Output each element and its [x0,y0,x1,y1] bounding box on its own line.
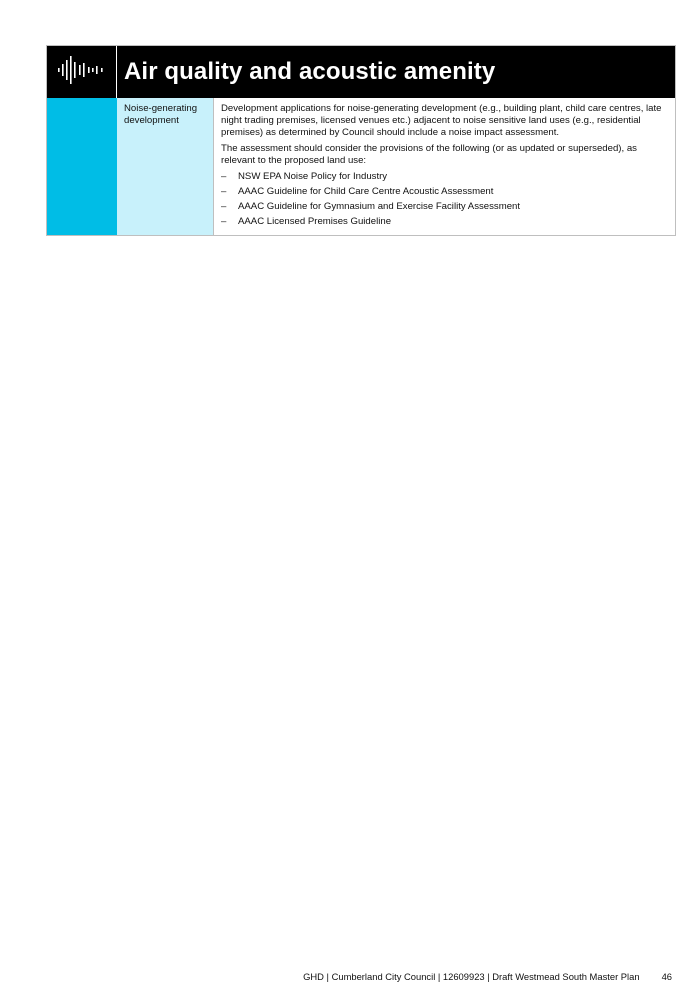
content-paragraph-1: Development applications for noise-generating development (e.g., building plant, child care centres, late night trading premises, licensed venues etc.) adjacent to noise sensitive land uses (e.g., residential premises) as determined by Council should include a noise impact assessment. [221,103,662,138]
section-title: Air quality and acoustic amenity [124,58,496,85]
accent-color-cell [47,98,117,235]
air-quality-table [46,45,676,236]
section-header [47,46,675,98]
bullet-marker: – [221,171,227,182]
bullet-marker: – [221,201,227,212]
list-item-text: AAAC Licensed Premises Guideline [238,216,392,227]
header-icon-cell [47,46,117,98]
row-label: Noise-generating development [117,98,214,235]
guideline-list [221,171,665,228]
footer-text: GHD | Cumberland City Council | 12609923 | Draft Westmead South Master Plan [303,971,640,982]
list-item-text: AAAC Guideline for Child Care Centre Acoustic Assessment [238,186,494,197]
page-number: 46 [661,971,672,982]
bullet-marker: – [221,216,227,227]
page-footer [303,971,672,982]
table-row [47,98,675,235]
list-item [221,186,665,198]
bullet-marker: – [221,186,227,197]
row-content [214,98,675,235]
list-item [221,201,665,213]
list-item-text: AAAC Guideline for Gymnasium and Exercise Facility Assessment [238,201,521,212]
content-paragraph-2: The assessment should consider the provisions of the following (or as updated or superseded), as relevant to the proposed land use: [221,143,637,166]
list-item [221,171,665,183]
sound-wave-icon [57,55,107,90]
list-item-text: NSW EPA Noise Policy for Industry [238,171,388,182]
list-item [221,216,665,228]
